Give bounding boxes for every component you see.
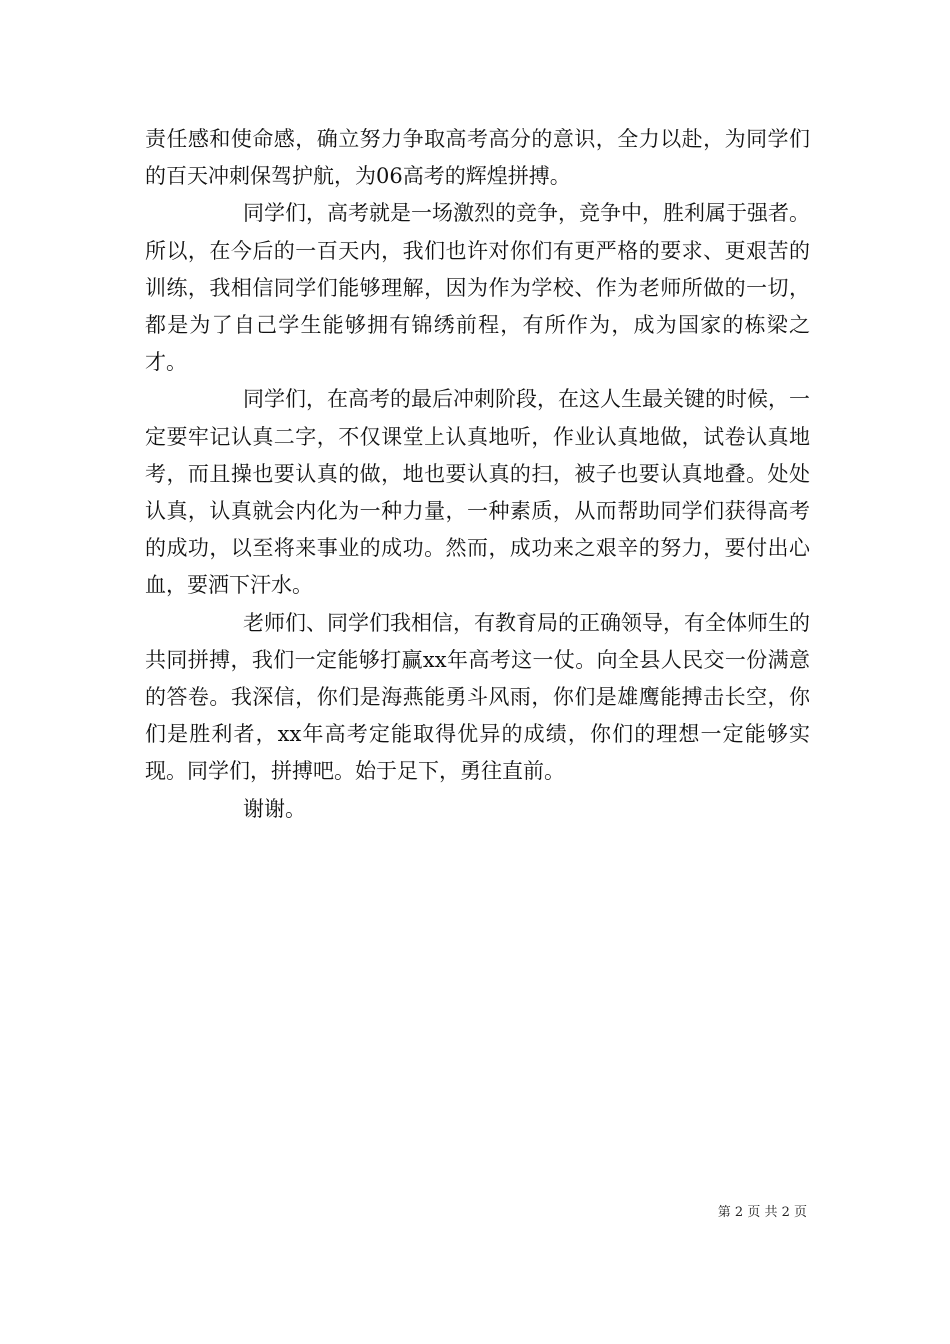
paragraph-4: 老师们、同学们我相信，有教育局的正确领导，有全体师生的共同拼搏，我们一定能够打赢xx年高考这一仗。向全县人民交一份满意的答卷。我深信，你们是海燕能勇斗风雨，你们是雄鹰能搏击长空，你们是胜利者，xx年高考定能取得优异的成绩，你们的理想一定能够实现。同学们，拼搏吧。始于足下，勇往直前。 [145,610,810,784]
paragraph-2: 同学们，高考就是一场激烈的竞争，竞争中，胜利属于强者。所以，在今后的一百天内，我们也许对你们有更严格的要求、更艰苦的训练，我相信同学们能够理解，因为作为学校、作为老师所做的一切，都是为了自己学生能够拥有锦绣前程，有所作为，成为国家的栋梁之才。 [145,201,810,375]
paragraph-1: 责任感和使命感，确立努力争取高考高分的意识，全力以赴，为同学们的百天冲刺保驾护航，为06高考的辉煌拼搏。 [145,127,810,189]
paragraph-5: 谢谢。 [243,796,306,821]
paragraph-3: 同学们，在高考的最后冲刺阶段，在这人生最关键的时候，一定要牢记认真二字，不仅课堂上认真地听，作业认真地做，试卷认真地考，而且操也要认真的做，地也要认真的扫，被子也要认真地叠。处处认真，认真就会内化为一种力量，一种素质，从而帮助同学们获得高考的成功，以至将来事业的成功。然而，成功来之艰辛的努力，要付出心血，要洒下汗水。 [145,387,810,598]
page-number-footer: 第 2 页 共 2 页 [717,1205,807,1220]
document-body [145,121,810,828]
